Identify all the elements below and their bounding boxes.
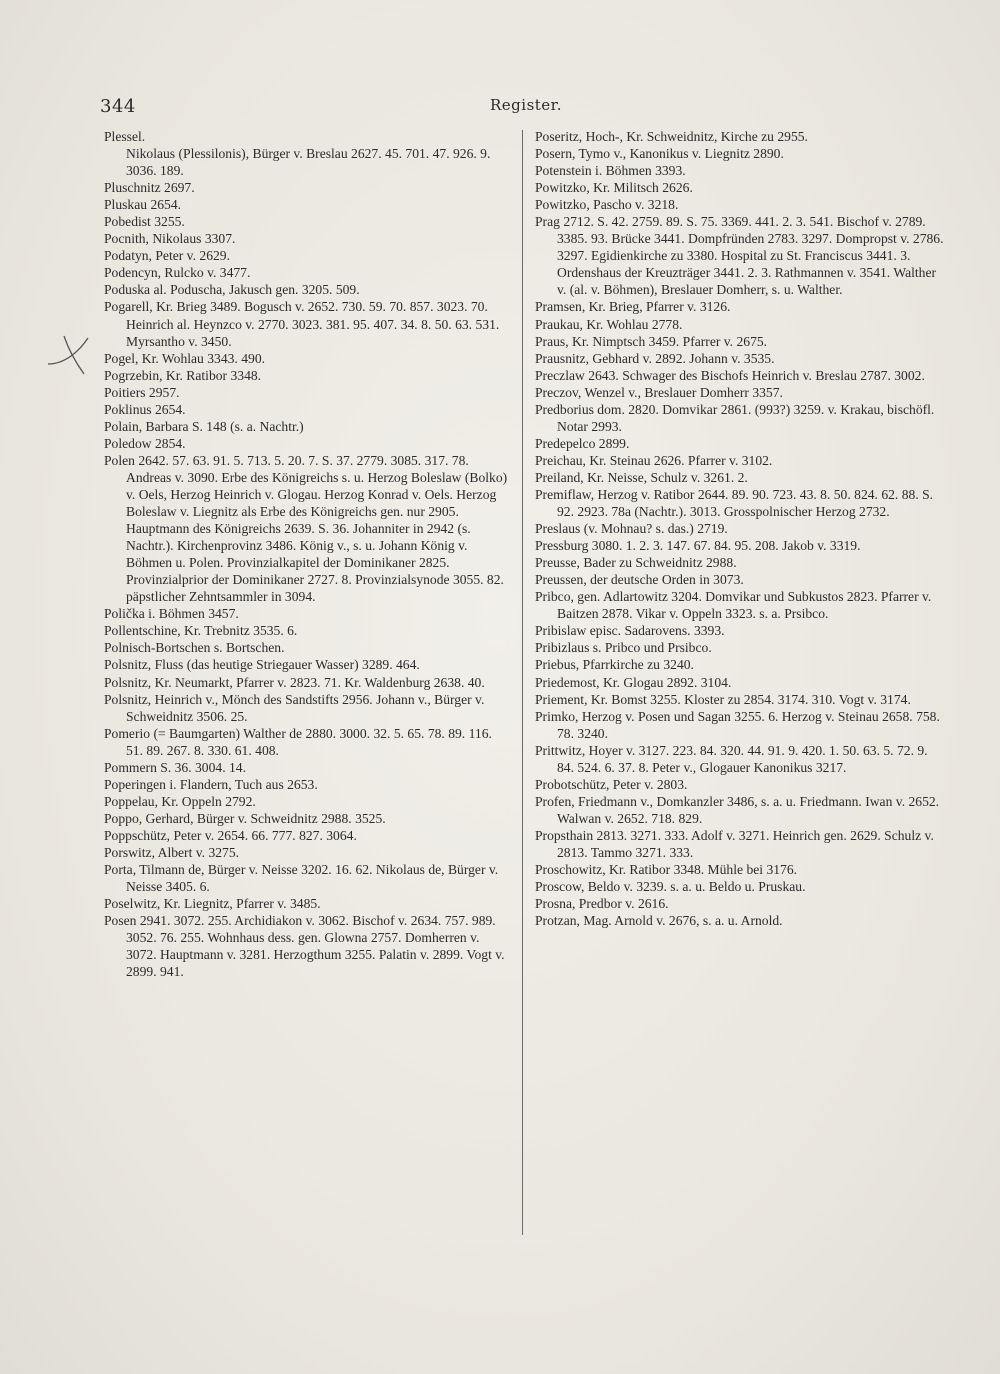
- register-entry: Posern, Tymo v., Kanonikus v. Liegnitz 2890.: [535, 146, 784, 162]
- register-entry: Nikolaus (Plessilonis), Bürger v. Breslau 2627. 45. 701. 47. 926. 9. 3036. 189.: [126, 146, 491, 179]
- register-column-right: [535, 128, 945, 929]
- register-entry: Polen 2642. 57. 63. 91. 5. 713. 5. 20. 7. S. 37. 2779. 3085. 317. 78. Andreas v. 3090. Erbe des Königreichs s. u. Herzog Boleslaw (Bolko) v. Oels, Herzog Heinrich v. Glogau. Herzog Konrad v. Oels. Herzog Boleslaw v. Liegnitz als Erbe des Königreichs gen. nur 2905. Hauptmann des Königreichs 2639. S. 36. Johanniter in 2942 (s. Nachtr.). Kirchenprovinz 3486. König v., s. u. Johann König v. Böhmen u. Polen. Provinzialkapitel der Dominikaner 2825. Provinzialprior der Dominikaner 2727. 8. Provinzialsynode 3055. 82. päpstlicher Zehntsammler in 3094.: [104, 452, 508, 605]
- register-entry: Probotschütz, Peter v. 2803.: [535, 776, 688, 792]
- register-entry: Preczlaw 2643. Schwager des Bischofs Heinrich v. Breslau 2787. 3002.: [535, 367, 925, 383]
- register-entry: Porswitz, Albert v. 3275.: [104, 844, 240, 860]
- register-entry: Pluschnitz 2697.: [104, 180, 195, 196]
- register-entry: Priebus, Pfarrkirche zu 3240.: [535, 657, 694, 673]
- register-entry: Podencyn, Rulcko v. 3477.: [104, 265, 251, 281]
- register-entry: Preichau, Kr. Steinau 2626. Pfarrer v. 3102.: [535, 452, 773, 468]
- register-entry: Pogrzebin, Kr. Ratibor 3348.: [104, 367, 262, 383]
- register-entry: Polain, Barbara S. 148 (s. a. Nachtr.): [104, 418, 304, 434]
- register-entry: Poppschütz, Peter v. 2654. 66. 777. 827. 3064.: [104, 827, 357, 843]
- register-entry: Praukau, Kr. Wohlau 2778.: [535, 316, 683, 332]
- register-entry: Pressburg 3080. 1. 2. 3. 147. 67. 84. 95. 208. Jakob v. 3319.: [535, 538, 861, 554]
- register-entry: Primko, Herzog v. Posen und Sagan 3255. 6. Herzog v. Steinau 2658. 758. 78. 3240.: [535, 708, 940, 741]
- register-entry: Protzan, Mag. Arnold v. 2676, s. a. u. Arnold.: [535, 913, 783, 929]
- register-entry: Poledow 2854.: [104, 435, 186, 451]
- register-entry: Praus, Kr. Nimptsch 3459. Pfarrer v. 2675.: [535, 333, 768, 349]
- register-entry: Pramsen, Kr. Brieg, Pfarrer v. 3126.: [535, 299, 731, 315]
- register-entry: Polsnitz, Fluss (das heutige Striegauer Wasser) 3289. 464.: [104, 657, 420, 673]
- register-entry: Predepelco 2899.: [535, 435, 630, 451]
- register-entry: Pommern S. 36. 3004. 14.: [104, 759, 246, 775]
- register-entry: Poperingen i. Flandern, Tuch aus 2653.: [104, 776, 318, 792]
- register-entry: Pomerio (= Baumgarten) Walther de 2880. 3000. 32. 5. 65. 78. 89. 116. 51. 89. 267. 8. 330. 61. 408.: [104, 725, 492, 758]
- register-entry: Preusse, Bader zu Schweidnitz 2988.: [535, 555, 737, 571]
- register-entry: Priement, Kr. Bomst 3255. Kloster zu 2854. 3174. 310. Vogt v. 3174.: [535, 691, 911, 707]
- register-entry: Pribco, gen. Adlartowitz 3204. Domvikar und Subkustos 2823. Pfarrer v. Baitzen 2878. Vikar v. Oppeln 3323. s. a. Prsibco.: [535, 589, 932, 622]
- register-entry: Preslaus (v. Mohnau? s. das.) 2719.: [535, 521, 728, 537]
- register-entry: Posen 2941. 3072. 255. Archidiakon v. 3062. Bischof v. 2634. 757. 989. 3052. 76. 255. Wohnhaus dess. gen. Glowna 2757. Domherren v. 3072. Hauptmann v. 3281. Herzogthum 3255. Palatin v. 2899. Vogt v. 2899. 941.: [104, 913, 505, 980]
- page-number: 344: [100, 96, 136, 117]
- register-entry: Pribizlaus s. Pribco und Prsibco.: [535, 640, 712, 656]
- handwritten-cross-mark: [44, 334, 94, 378]
- register-entry: Potenstein i. Böhmen 3393.: [535, 163, 686, 179]
- register-entry: Podatyn, Peter v. 2629.: [104, 248, 230, 264]
- register-entry: Poseritz, Hoch-, Kr. Schweidnitz, Kirche zu 2955.: [535, 129, 808, 144]
- register-entry: Porta, Tilmann de, Bürger v. Neisse 3202. 16. 62. Nikolaus de, Bürger v. Neisse 3405. 6.: [104, 862, 499, 895]
- running-title: Register.: [490, 96, 562, 114]
- register-entry: Pribislaw episc. Sadarovens. 3393.: [535, 623, 725, 639]
- register-entry: Pluskau 2654.: [104, 197, 182, 213]
- register-entry: Polsnitz, Kr. Neumarkt, Pfarrer v. 2823. 71. Kr. Waldenburg 2638. 40.: [104, 674, 485, 690]
- column-divider: [522, 130, 523, 1235]
- register-entry: Predborius dom. 2820. Domvikar 2861. (993?) 3259. v. Krakau, bischöfl. Notar 2993.: [535, 401, 935, 434]
- register-entry: Prausnitz, Gebhard v. 2892. Johann v. 3535.: [535, 350, 775, 366]
- register-entry: Poitiers 2957.: [104, 384, 180, 400]
- register-entry: Powitzko, Kr. Militsch 2626.: [535, 180, 693, 196]
- register-entry: Propsthain 2813. 3271. 333. Adolf v. 3271. Heinrich gen. 2629. Schulz v. 2813. Tammo 3271. 333.: [535, 827, 934, 860]
- register-entry: Profen, Friedmann v., Domkanzler 3486, s. a. u. Friedmann. Iwan v. 2652. Walwan v. 2652. 718. 829.: [535, 793, 940, 826]
- register-entry: Proscow, Beldo v. 3239. s. a. u. Beldo u. Pruskau.: [535, 879, 806, 895]
- register-entry: Pogel, Kr. Wohlau 3343. 490.: [104, 350, 266, 366]
- register-entry: Proschowitz, Kr. Ratibor 3348. Mühle bei 3176.: [535, 862, 798, 878]
- register-entry: Preussen, der deutsche Orden in 3073.: [535, 572, 744, 588]
- register-entry: Poppo, Gerhard, Bürger v. Schweidnitz 2988. 3525.: [104, 810, 386, 826]
- register-entry: Poduska al. Poduscha, Jakusch gen. 3205. 509.: [104, 282, 360, 298]
- register-entry: Polsnitz, Heinrich v., Mönch des Sandstifts 2956. Johann v., Bürger v. Schweidnitz 3506. 25.: [104, 691, 485, 724]
- register-column-left: [104, 128, 509, 980]
- register-entry: Prag 2712. S. 42. 2759. 89. S. 75. 3369. 441. 2. 3. 541. Bischof v. 2789. 3385. 93. Brücke 3441. Dompfründen 2783. 3297. Dompropst v. 2786. 3297. Egidienkirche zu 3380. Hospital zu St. Franciscus 3441. 3. Ordenshaus der Kreuzträger 3441. 2. 3. Rathmannen v. 3541. Walther v. (al. v. Böhmen), Breslauer Domherr, s. u. Walther.: [535, 214, 944, 298]
- register-entry: Prittwitz, Hoyer v. 3127. 223. 84. 320. 44. 91. 9. 420. 1. 50. 63. 5. 72. 9. 84. 524. 6. 37. 8. Peter v., Glogauer Kanonikus 3217.: [535, 742, 928, 775]
- register-entry: Pobedist 3255.: [104, 214, 185, 230]
- register-entry: Premiflaw, Herzog v. Ratibor 2644. 89. 90. 723. 43. 8. 50. 824. 62. 88. S. 92. 2923. 78a (Nachtr.). 3013. Grosspolnischer Herzog 2732.: [535, 486, 934, 520]
- register-entry: Powitzko, Pascho v. 3218.: [535, 197, 679, 213]
- register-entry: Poppelau, Kr. Oppeln 2792.: [104, 793, 256, 809]
- register-entry: Poselwitz, Kr. Liegnitz, Pfarrer v. 3485.: [104, 896, 321, 912]
- register-entry: Polička i. Böhmen 3457.: [104, 606, 239, 622]
- page-header: [100, 96, 900, 122]
- register-entry: Priedemost, Kr. Glogau 2892. 3104.: [535, 674, 732, 690]
- register-entry: Pocnith, Nikolaus 3307.: [104, 231, 236, 247]
- register-entry: Polnisch-Bortschen s. Bortschen.: [104, 640, 285, 656]
- register-entry: Prosna, Predbor v. 2616.: [535, 896, 669, 912]
- register-entry: Pollentschine, Kr. Trebnitz 3535. 6.: [104, 623, 298, 639]
- register-entry: Preiland, Kr. Neisse, Schulz v. 3261. 2.: [535, 469, 748, 485]
- register-entry: Plessel.: [104, 129, 146, 144]
- register-entry: Preczov, Wenzel v., Breslauer Domherr 3357.: [535, 384, 783, 400]
- register-entry: Poklinus 2654.: [104, 401, 186, 417]
- register-entry: Pogarell, Kr. Brieg 3489. Bogusch v. 2652. 730. 59. 70. 857. 3023. 70. Heinrich al. Heynzco v. 2770. 3023. 381. 95. 407. 34. 8. 50. 63. 531. Myrsantho v. 3450.: [104, 299, 500, 349]
